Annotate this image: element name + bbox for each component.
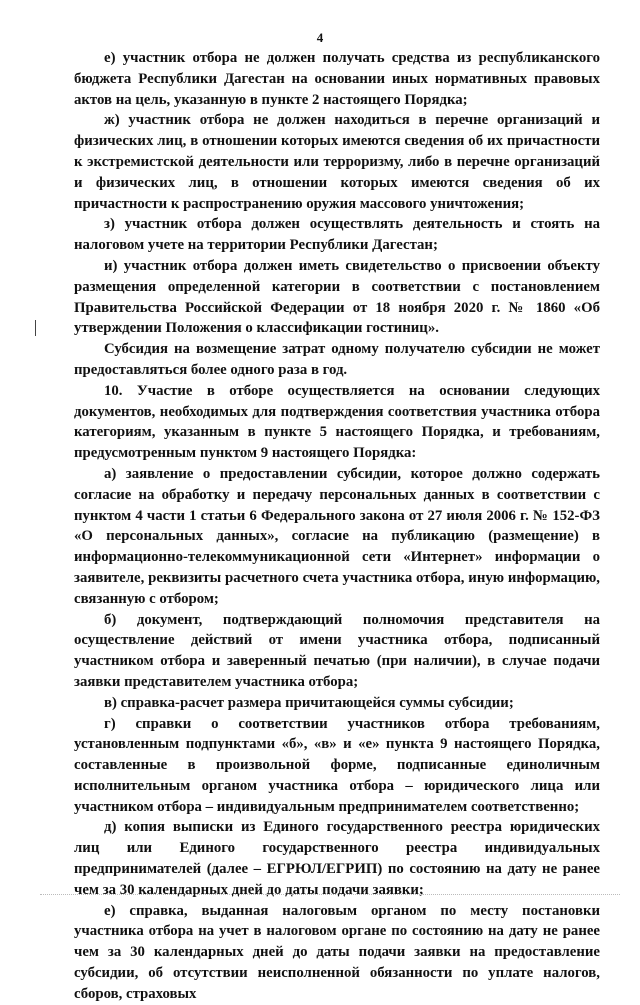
paragraph-item-g: г) справки о соответствии участников отбора требованиям, установленным подпунктами «б», «в» и «е» пункта 9 настоящего Порядка, составленные в произвольной форме, подписанные единоличным исполнительным органом участника отбора – юридического лица или участником отбора – индивидуальным предпринимателем соответственно;	[74, 715, 600, 815]
paragraph-item-e2: е) справка, выданная налоговым органом по месту постановки участника отбора на учет в налоговом органе по состоянию на дату не ранее чем за 30 календарных дней до даты подачи заявки на предоставление субсидии, об отсутствии неисполненной обязанности по уплате налогов, сборов, страховых	[74, 902, 600, 1002]
paragraph-item-d: д) копия выписки из Единого государственного реестра юридических лиц или Единого государственного реестра индивидуальных предпринимателей (далее – ЕГРЮЛ/ЕГРИП) по состоянию на дату не ранее чем за 30 календарных дней до даты подачи заявки;	[74, 819, 600, 898]
scan-edge-marks	[40, 893, 620, 895]
document-body	[74, 48, 600, 1005]
paragraph-item-b: б) документ, подтверждающий полномочия представителя на осуществление действий от имени участника отбора, подписанный участником отбора и заверенный печатью (при наличии), в случае подачи заявки представителем участника отбора;	[74, 611, 600, 690]
paragraph-item-zh: ж) участник отбора не должен находиться в перечне организаций и физических лиц, в отношении которых имеются сведения об их причастности к экстремистской деятельности или терроризму, либо в перечне организаций и физических лиц, в отношении которых имеются сведения об их причастности к распространению оружия массового уничтожения;	[74, 112, 600, 212]
paragraph-item-z: з) участник отбора должен осуществлять деятельность и стоять на налоговом учете на территории Республики Дагестан;	[74, 216, 600, 254]
page-number: 4	[316, 30, 324, 45]
paragraph-item-a: а) заявление о предоставлении субсидии, которое должно содержать согласие на обработку и передачу персональных данных в соответствии с пунктом 4 части 1 статьи 6 Федерального закона от 27 июля 2006 г. № 152-ФЗ «О персональных данных», согласие на публикацию (размещение) в информационно-телекоммуникационной сети «Интернет» информации о заявителе, реквизиты расчетного счета участника отбора, иную информацию, связанную с отбором;	[74, 465, 600, 607]
paragraph-subsidy-limit: Субсидия на возмещение затрат одному получателю субсидии не может предоставляться более одного раза в год.	[74, 341, 600, 378]
paragraph-item-e: е) участник отбора не должен получать средства из республиканского бюджета Республики Дагестан на основании иных нормативных правовых актов на цель, указанную в пункте 2 настоящего Порядка;	[74, 50, 600, 108]
margin-mark	[35, 320, 36, 336]
paragraph-item-v: в) справка-расчет размера причитающейся суммы субсидии;	[104, 694, 514, 711]
paragraph-section-10: 10. Участие в отборе осуществляется на основании следующих документов, необходимых для подтверждения соответствия участника отбора категориям, указанным в пункте 5 настоящего Порядка, и требованиям, предусмотренным пунктом 9 настоящего Порядка:	[74, 382, 600, 462]
paragraph-item-i: и) участник отбора должен иметь свидетельство о присвоении объекту размещения определенной категории в соответствии с постановлением Правительства Российской Федерации от 18 ноября 2020 г. № 1860 «Об утверждении Положения о классификации гостиниц».	[74, 257, 600, 337]
